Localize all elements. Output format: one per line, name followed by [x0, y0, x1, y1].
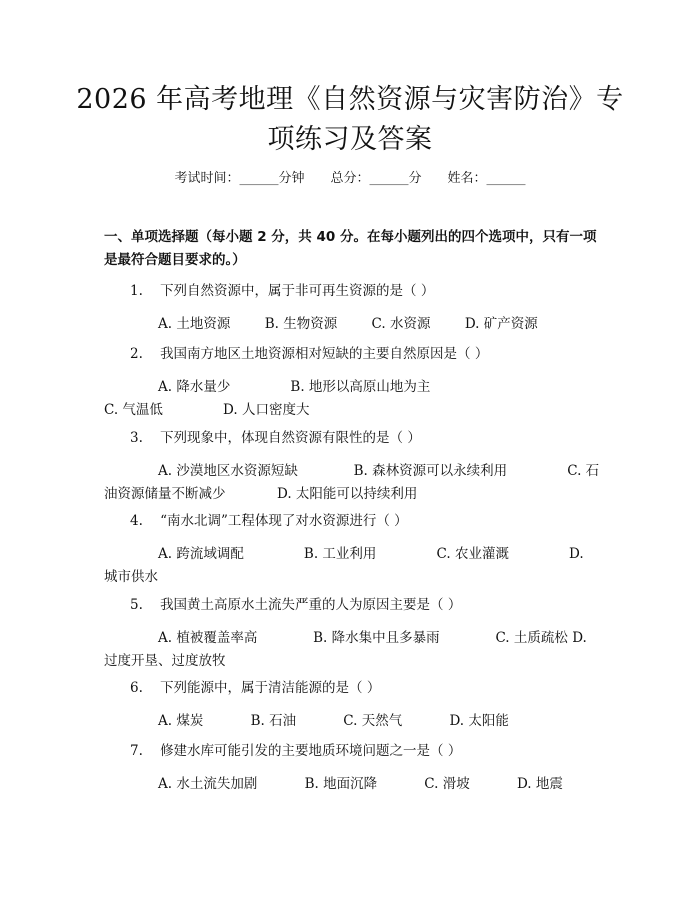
question-3	[104, 427, 600, 506]
section-heading: 一、单项选择题（每小题 2 分，共 40 分。在每小题列出的四个选项中，只有一项是最符合题目要求的。）	[104, 229, 597, 268]
option-a: A. 跨流域调配	[158, 546, 244, 562]
option-c: C. 农业灌溉	[436, 546, 509, 562]
question-number: 3.	[130, 430, 143, 446]
question-number: 2.	[130, 346, 143, 362]
question-number: 5.	[130, 597, 143, 613]
question-number: 6.	[130, 680, 143, 696]
question-6	[104, 677, 600, 733]
page-title	[60, 80, 640, 160]
option-a: A. 煤炭	[158, 713, 204, 729]
option-c: C. 土质疏松	[495, 630, 568, 646]
option-b: B. 生物资源	[264, 316, 338, 332]
question-stem: 修建水库可能引发的主要地质环境问题之一是（ ）	[160, 743, 462, 759]
option-b: B. 地面沉降	[304, 776, 378, 792]
option-a: A. 沙漠地区水资源短缺	[158, 463, 298, 479]
question-stem: “南水北调”工程体现了对水资源进行（ ）	[160, 513, 408, 529]
option-b: B. 降水集中且多暴雨	[313, 630, 440, 646]
option-d: D. 城市供水	[104, 546, 584, 585]
option-c: C. 滑坡	[424, 776, 470, 792]
question-number: 1.	[130, 283, 143, 299]
question-2	[104, 343, 600, 422]
option-c: C. 水资源	[371, 316, 431, 332]
option-c: C. 石油资源储量不断减少	[104, 463, 600, 502]
option-a: A. 土地资源	[158, 316, 231, 332]
time-blank: ______	[239, 171, 279, 186]
option-b: B. 地形以高原山地为主	[290, 379, 431, 395]
option-d: D. 地震	[516, 776, 563, 792]
name-blank: ______	[486, 171, 526, 186]
question-stem: 我国黄土高原水土流失严重的人为原因主要是（ ）	[160, 597, 462, 613]
question-stem: 我国南方地区土地资源相对短缺的主要自然原因是（ ）	[160, 346, 489, 362]
exam-info-line	[0, 167, 700, 186]
option-a: A. 降水量少	[158, 379, 231, 395]
option-a: A. 植被覆盖率高	[158, 630, 258, 646]
question-7	[104, 740, 600, 796]
question-4	[104, 510, 600, 589]
time-unit: 分钟	[278, 171, 305, 186]
question-number: 7.	[130, 743, 143, 759]
question-number: 4.	[130, 513, 143, 529]
name-label: 姓名：	[447, 171, 487, 186]
question-stem: 下列现象中，体现自然资源有限性的是（ ）	[160, 430, 421, 446]
time-label: 考试时间：	[174, 171, 240, 186]
question-stem: 下列自然资源中，属于非可再生资源的是（ ）	[160, 283, 435, 299]
option-d: D. 人口密度大	[223, 402, 310, 418]
option-d: D. 过度开垦、过度放牧	[104, 630, 587, 669]
option-b: B. 石油	[250, 713, 297, 729]
option-b: B. 工业利用	[303, 546, 377, 562]
title-line-2: 项练习及答案	[267, 124, 433, 155]
option-d: D. 太阳能	[449, 713, 509, 729]
score-blank: ______	[369, 171, 409, 186]
option-d: D. 太阳能可以持续利用	[277, 486, 418, 502]
option-a: A. 水土流失加剧	[158, 776, 258, 792]
option-d: D. 矿产资源	[464, 316, 538, 332]
question-1	[104, 280, 600, 336]
score-unit: 分	[408, 171, 422, 186]
option-c: C. 气温低	[104, 402, 163, 418]
option-b: B. 森林资源可以永续利用	[353, 463, 508, 479]
question-5	[104, 594, 600, 673]
question-stem: 下列能源中，属于清洁能源的是（ ）	[160, 680, 381, 696]
option-c: C. 天然气	[343, 713, 403, 729]
title-line-1: 2026 年高考地理《自然资源与灾害防治》专	[76, 84, 624, 115]
score-label: 总分：	[330, 171, 370, 186]
